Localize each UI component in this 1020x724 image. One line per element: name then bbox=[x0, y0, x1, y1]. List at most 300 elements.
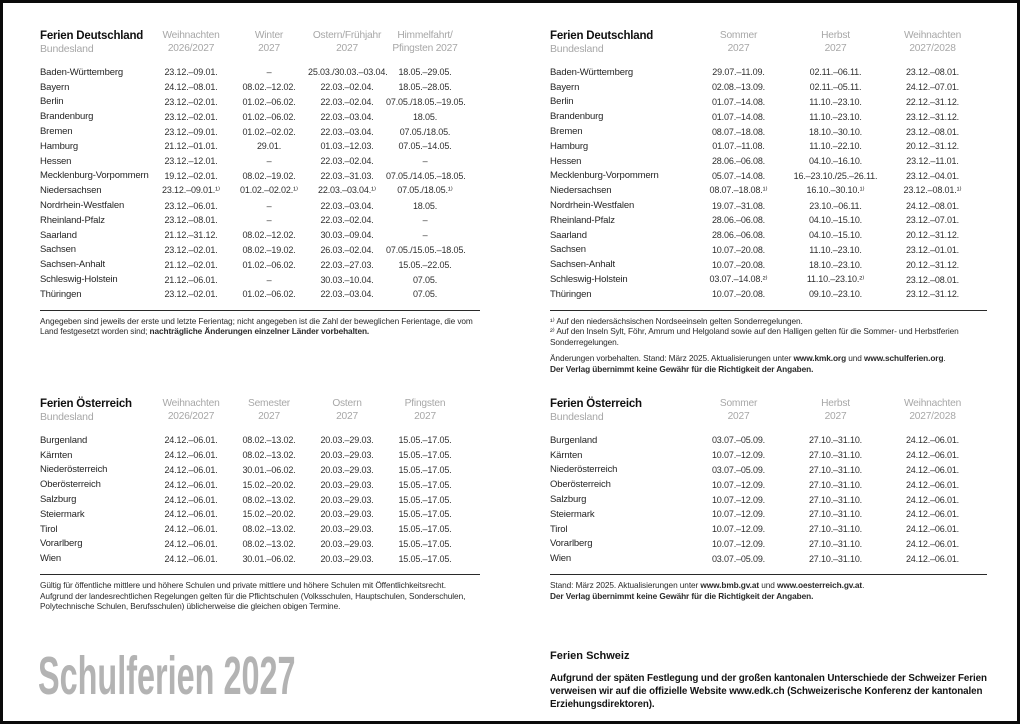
table-title: Ferien Österreich bbox=[40, 398, 132, 410]
state-name: Thüringen bbox=[550, 288, 592, 300]
state-name: Oberösterreich bbox=[550, 479, 611, 491]
state-name: Niedersachsen bbox=[40, 185, 102, 197]
state-name: Thüringen bbox=[40, 288, 82, 300]
table-row bbox=[550, 65, 987, 80]
footnote-austria-line1: Gültig für öffentliche mittlere und höhere Schulen und private mittlere und höhere Schulen mit Öffentlichkeitsrecht. bbox=[40, 580, 446, 591]
date-cell: 07.05./18.05.¹⁾ bbox=[397, 185, 453, 196]
date-cell: 16.10.–30.10.¹⁾ bbox=[806, 185, 865, 196]
table-row bbox=[40, 287, 480, 302]
footnote-austria-line2: Aufgrund der landesrechtlichen Regelungen gelten für die Pflichtschulen (Volksschulen, Hauptschulen, Sonderschulen, Polytechnische Schulen, Berufsschulen) üblicherweise die gleichen obigen Termine. bbox=[40, 590, 466, 612]
date-cell: 10.07.–12.09. bbox=[711, 494, 766, 505]
table-austria-summer-autumn bbox=[550, 398, 987, 601]
state-name: Kärnten bbox=[550, 449, 583, 461]
state-name: Berlin bbox=[40, 96, 64, 108]
date-cell: 22.03.–03.04. bbox=[320, 200, 374, 211]
table-row bbox=[550, 551, 987, 566]
date-cell: 15.05.–17.05. bbox=[398, 479, 452, 490]
state-name: Sachsen bbox=[40, 244, 76, 256]
date-cell: 24.12.–06.01. bbox=[164, 524, 218, 535]
table-row bbox=[550, 433, 987, 448]
date-cell: 24.12.–06.01. bbox=[164, 494, 218, 505]
date-cell: – bbox=[266, 215, 272, 226]
date-cell: 01.02.–06.02. bbox=[242, 96, 296, 107]
table-row bbox=[550, 448, 987, 463]
date-cell: 22.03.–03.04.¹⁾ bbox=[317, 185, 376, 196]
date-cell: – bbox=[266, 200, 272, 211]
state-name: Saarland bbox=[40, 229, 77, 241]
column-header: Winter 2027 bbox=[254, 30, 284, 54]
table-title: Ferien Deutschland bbox=[40, 30, 144, 42]
date-cell: 10.07.–12.09. bbox=[711, 479, 766, 490]
date-cell: 18.05.–29.05. bbox=[398, 67, 452, 78]
date-cell: 11.10.–23.10. bbox=[809, 244, 862, 255]
date-cell: 23.12.–09.01.¹⁾ bbox=[161, 185, 220, 196]
table-row bbox=[40, 463, 480, 478]
state-name: Niederösterreich bbox=[550, 464, 618, 476]
date-cell: 15.05.–17.05. bbox=[398, 509, 452, 520]
date-cell: 01.02.–02.02.¹⁾ bbox=[239, 185, 298, 196]
state-name: Brandenburg bbox=[550, 111, 604, 123]
date-cell: 23.12.–06.01. bbox=[164, 200, 218, 211]
table-row bbox=[550, 213, 987, 228]
table-row bbox=[40, 154, 480, 169]
date-cell: 22.03.–02.04. bbox=[320, 156, 374, 167]
date-cell: 20.12.–31.12. bbox=[905, 230, 960, 241]
date-cell: 04.10.–15.10. bbox=[808, 230, 863, 241]
table-row bbox=[550, 124, 987, 139]
state-name: Tirol bbox=[40, 523, 58, 535]
divider-rule bbox=[40, 310, 480, 311]
state-name: Niedersachsen bbox=[550, 185, 612, 197]
date-cell: 11.10.–23.10.²⁾ bbox=[806, 274, 865, 285]
date-cell: 03.07.–05.09. bbox=[711, 435, 766, 446]
date-cell: 28.06.–06.08. bbox=[711, 156, 766, 167]
column-header: Pfingsten 2027 bbox=[404, 398, 446, 422]
state-name: Rheinland-Pfalz bbox=[40, 214, 105, 226]
state-name: Hessen bbox=[550, 155, 582, 167]
table-row bbox=[40, 448, 480, 463]
date-cell: 21.12.–02.01. bbox=[164, 259, 218, 270]
table-row bbox=[550, 169, 987, 184]
date-cell: 20.03.–29.03. bbox=[320, 464, 374, 475]
table-title-cell bbox=[40, 398, 152, 423]
date-cell: 23.12.–31.12. bbox=[905, 111, 960, 122]
date-cell: 01.02.–06.02. bbox=[242, 259, 296, 270]
date-cell: 01.03.–12.03. bbox=[320, 141, 374, 152]
state-name: Kärnten bbox=[40, 449, 73, 461]
table-row bbox=[40, 477, 480, 492]
date-cell: 23.12.–09.01. bbox=[164, 126, 218, 137]
table-title-cell bbox=[40, 30, 152, 55]
date-cell: 24.12.–07.01. bbox=[905, 82, 960, 93]
date-cell: 23.12.–01.01. bbox=[905, 244, 960, 255]
date-cell: 18.05. bbox=[412, 111, 438, 122]
table-title-cell bbox=[550, 30, 690, 55]
state-name: Salzburg bbox=[40, 494, 77, 506]
table-row bbox=[550, 183, 987, 198]
date-cell: 22.12.–31.12. bbox=[905, 96, 960, 107]
switzerland-section bbox=[550, 650, 997, 711]
state-name: Rheinland-Pfalz bbox=[550, 214, 615, 226]
date-cell: 08.02.–13.02. bbox=[242, 538, 296, 549]
table-body bbox=[550, 433, 987, 566]
date-cell: 03.07.–05.09. bbox=[711, 553, 766, 564]
date-cell: 02.11.–05.11. bbox=[809, 82, 862, 93]
table-body bbox=[40, 433, 480, 566]
state-name: Hamburg bbox=[550, 140, 589, 152]
date-cell: 10.07.–12.09. bbox=[711, 509, 766, 520]
date-cell: 10.07.–20.08. bbox=[711, 289, 766, 300]
column-header: Weihnachten 2027/2028 bbox=[903, 398, 962, 422]
state-name: Bayern bbox=[550, 81, 580, 93]
date-cell: 20.03.–29.03. bbox=[320, 435, 374, 446]
state-name: Hessen bbox=[40, 155, 72, 167]
date-cell: 02.11.–06.11. bbox=[809, 67, 862, 78]
date-cell: 05.07.–14.08. bbox=[711, 170, 766, 181]
date-cell: 04.10.–15.10. bbox=[808, 215, 863, 226]
state-name: Tirol bbox=[550, 523, 568, 535]
column-header: Weihnachten 2026/2027 bbox=[162, 30, 220, 54]
date-cell: 07.05.–14.05. bbox=[398, 141, 452, 152]
date-cell: 01.07.–14.08. bbox=[711, 111, 766, 122]
disclaimer-germany: Der Verlag übernimmt keine Gewähr für die Richtigkeit der Angaben. bbox=[550, 363, 814, 374]
table-row bbox=[40, 257, 480, 272]
date-cell: 24.12.–06.01. bbox=[164, 464, 218, 475]
state-name: Sachsen bbox=[550, 244, 586, 256]
date-cell: 07.05./14.05.–18.05. bbox=[386, 170, 466, 181]
state-name: Brandenburg bbox=[40, 111, 94, 123]
table-row bbox=[550, 522, 987, 537]
date-cell: 22.03.–31.03. bbox=[320, 170, 374, 181]
table-row bbox=[550, 243, 987, 258]
state-name: Schleswig-Holstein bbox=[550, 274, 628, 286]
state-name: Bremen bbox=[550, 126, 583, 138]
date-cell: 24.12.–06.01. bbox=[164, 538, 218, 549]
date-cell: 24.12.–06.01. bbox=[905, 524, 960, 535]
table-subtitle: Bundesland bbox=[40, 410, 94, 423]
state-name: Sachsen-Anhalt bbox=[40, 259, 105, 271]
table-row bbox=[40, 169, 480, 184]
date-cell: 21.12.–31.12. bbox=[164, 230, 218, 241]
date-cell: 20.12.–31.12. bbox=[905, 259, 960, 270]
state-name: Hamburg bbox=[40, 140, 79, 152]
table-row bbox=[550, 257, 987, 272]
table-row bbox=[40, 551, 480, 566]
table-row bbox=[40, 198, 480, 213]
date-cell: 24.12.–06.01. bbox=[905, 450, 960, 461]
state-name: Wien bbox=[40, 553, 62, 565]
date-cell: 23.12.–02.01. bbox=[164, 289, 218, 300]
page-title: Schulferien 2027 bbox=[38, 646, 296, 706]
date-cell: 22.03.–02.04. bbox=[320, 96, 374, 107]
table-subtitle: Bundesland bbox=[40, 42, 94, 55]
date-cell: 21.12.–06.01. bbox=[164, 274, 218, 285]
date-cell: 07.05./18.05.–19.05. bbox=[386, 96, 466, 107]
date-cell: 07.05./18.05. bbox=[399, 126, 451, 137]
date-cell: 24.12.–06.01. bbox=[905, 509, 960, 520]
date-cell: 08.02.–19.02. bbox=[242, 244, 296, 255]
date-cell: 10.07.–20.08. bbox=[711, 244, 766, 255]
date-cell: 24.12.–06.01. bbox=[905, 538, 960, 549]
date-cell: 18.10.–23.10. bbox=[808, 259, 863, 270]
switzerland-title: Ferien Schweiz bbox=[550, 650, 630, 662]
date-cell: 15.05.–17.05. bbox=[398, 494, 452, 505]
date-cell: 20.03.–29.03. bbox=[320, 524, 374, 535]
date-cell: 19.07.–31.08. bbox=[711, 200, 766, 211]
table-row bbox=[550, 272, 987, 287]
date-cell: – bbox=[422, 230, 428, 241]
date-cell: 23.12.–08.01. bbox=[164, 215, 218, 226]
date-cell: 22.03.–03.04. bbox=[320, 126, 374, 137]
date-cell: 26.03.–02.04. bbox=[320, 244, 374, 255]
table-body bbox=[550, 65, 987, 302]
table-title-cell bbox=[550, 398, 690, 423]
table-row bbox=[550, 287, 987, 302]
date-cell: 01.07.–11.08. bbox=[712, 141, 765, 152]
date-cell: – bbox=[422, 215, 428, 226]
date-cell: 28.06.–06.08. bbox=[711, 215, 766, 226]
date-cell: 30.01.–06.02. bbox=[242, 553, 296, 564]
date-cell: 22.03.–03.04. bbox=[320, 289, 374, 300]
table-header-row bbox=[550, 30, 987, 55]
table-germany-summer-autumn bbox=[550, 30, 987, 374]
date-cell: 04.10.–16.10. bbox=[808, 156, 863, 167]
table-subtitle: Bundesland bbox=[550, 42, 604, 55]
table-row bbox=[550, 492, 987, 507]
date-cell: 15.05.–17.05. bbox=[398, 553, 452, 564]
table-row bbox=[550, 80, 987, 95]
table-row bbox=[40, 213, 480, 228]
state-name: Bremen bbox=[40, 126, 73, 138]
date-cell: 07.05. bbox=[412, 289, 438, 300]
date-cell: 30.03.–10.04. bbox=[320, 274, 374, 285]
date-cell: 18.10.–30.10. bbox=[808, 126, 863, 137]
table-row bbox=[40, 124, 480, 139]
state-name: Schleswig-Holstein bbox=[40, 274, 118, 286]
date-cell: 23.12.–02.01. bbox=[164, 111, 218, 122]
date-cell: 10.07.–12.09. bbox=[711, 524, 766, 535]
date-cell: 24.12.–06.01. bbox=[164, 553, 218, 564]
date-cell: 20.03.–29.03. bbox=[320, 479, 374, 490]
date-cell: 23.12.–08.01. bbox=[905, 67, 960, 78]
date-cell: 08.02.–12.02. bbox=[242, 230, 296, 241]
table-row bbox=[40, 228, 480, 243]
date-cell: 23.12.–04.01. bbox=[905, 170, 960, 181]
date-cell: 03.07.–05.09. bbox=[711, 464, 766, 475]
date-cell: 20.12.–31.12. bbox=[905, 141, 960, 152]
date-cell: 20.03.–29.03. bbox=[320, 553, 374, 564]
table-row bbox=[40, 183, 480, 198]
date-cell: 23.10.–06.11. bbox=[809, 200, 862, 211]
date-cell: 01.02.–02.02. bbox=[242, 126, 296, 137]
column-header: Herbst 2027 bbox=[821, 398, 850, 422]
date-cell: 15.05.–17.05. bbox=[398, 524, 452, 535]
date-cell: 23.12.–08.01. bbox=[905, 126, 960, 137]
date-cell: 27.10.–31.10. bbox=[808, 450, 863, 461]
state-name: Niederösterreich bbox=[40, 464, 108, 476]
date-cell: 27.10.–31.10. bbox=[808, 464, 863, 475]
date-cell: 23.12.–07.01. bbox=[905, 215, 960, 226]
switzerland-text: Aufgrund der späten Festlegung und der großen kantonalen Unterschiede der Schweizer Ferien verweisen wir auf die offizielle Website www.edk.ch (Schweizerische Konferenz der kantonalen Erziehungsdirektoren). bbox=[550, 673, 987, 710]
date-cell: 08.02.–19.02. bbox=[242, 170, 296, 181]
state-name: Wien bbox=[550, 553, 572, 565]
date-cell: 15.05.–17.05. bbox=[398, 538, 452, 549]
state-name: Vorarlberg bbox=[550, 538, 593, 550]
date-cell: – bbox=[266, 274, 272, 285]
divider-rule bbox=[550, 574, 987, 575]
date-cell: 25.03./30.03.–03.04. bbox=[308, 67, 388, 78]
footnote-germany-winter: Angegeben sind jeweils der erste und letzte Ferientag; nicht angegeben ist die Zahl der beweglichen Ferientage, die vom Land festgesetzt worden sind; nachträgliche Änderungen einzelner Länder vorbehalten. bbox=[40, 315, 473, 337]
table-row bbox=[40, 507, 480, 522]
state-name: Burgenland bbox=[40, 434, 88, 446]
date-cell: – bbox=[422, 156, 428, 167]
date-cell: 18.05. bbox=[412, 200, 438, 211]
date-cell: 29.07.–11.09. bbox=[712, 67, 765, 78]
footnote-marker-2: ²⁾ Auf den Inseln Sylt, Föhr, Amrum und Helgoland sowie auf den Halligen gelten für die Sommer- und Herbstferien Sonderregelungen. bbox=[550, 326, 959, 347]
table-row bbox=[40, 95, 480, 110]
date-cell: 22.03.–03.04. bbox=[320, 111, 374, 122]
date-cell: 20.03.–29.03. bbox=[320, 538, 374, 549]
date-cell: – bbox=[266, 156, 272, 167]
date-cell: 15.05.–17.05. bbox=[398, 450, 452, 461]
date-cell: 08.07.–18.08.¹⁾ bbox=[709, 185, 768, 196]
date-cell: 20.03.–29.03. bbox=[320, 494, 374, 505]
table-row bbox=[550, 154, 987, 169]
date-cell: 24.12.–06.01. bbox=[164, 509, 218, 520]
date-cell: 08.02.–13.02. bbox=[242, 435, 296, 446]
date-cell: 08.02.–13.02. bbox=[242, 524, 296, 535]
date-cell: 23.12.–08.01.¹⁾ bbox=[903, 185, 962, 196]
table-row bbox=[550, 477, 987, 492]
date-cell: 10.07.–12.09. bbox=[711, 538, 766, 549]
date-cell: 22.03.–02.04. bbox=[320, 215, 374, 226]
date-cell: 15.02.–20.02. bbox=[242, 479, 296, 490]
state-name: Vorarlberg bbox=[40, 538, 83, 550]
date-cell: 10.07.–20.08. bbox=[711, 259, 766, 270]
column-header: Weihnachten 2026/2027 bbox=[162, 398, 220, 422]
state-name: Burgenland bbox=[550, 434, 598, 446]
table-row bbox=[550, 139, 987, 154]
table-row bbox=[550, 507, 987, 522]
table-row bbox=[550, 537, 987, 552]
table-row bbox=[40, 109, 480, 124]
state-name: Saarland bbox=[550, 229, 587, 241]
date-cell: 24.12.–06.01. bbox=[164, 479, 218, 490]
state-name: Baden-Württemberg bbox=[40, 66, 123, 78]
date-cell: 15.05.–22.05. bbox=[398, 259, 452, 270]
date-cell: 18.05.–28.05. bbox=[398, 82, 452, 93]
state-name: Mecklenburg-Vorpommern bbox=[40, 170, 149, 182]
date-cell: 27.10.–31.10. bbox=[808, 524, 863, 535]
date-cell: 11.10.–22.10. bbox=[809, 141, 862, 152]
update-note-austria: Stand: März 2025. Aktualisierungen unter www.bmb.gv.at und www.oesterreich.gv.at. bbox=[550, 580, 865, 591]
date-cell: 15.05.–17.05. bbox=[398, 464, 452, 475]
date-cell: – bbox=[266, 67, 272, 78]
date-cell: 22.03.–27.03. bbox=[320, 259, 374, 270]
date-cell: 10.07.–12.09. bbox=[711, 450, 766, 461]
table-row bbox=[550, 463, 987, 478]
date-cell: 02.08.–13.09. bbox=[711, 82, 766, 93]
date-cell: 21.12.–01.01. bbox=[164, 141, 218, 152]
divider-rule bbox=[40, 574, 480, 575]
date-cell: 11.10.–23.10. bbox=[809, 111, 862, 122]
date-cell: 27.10.–31.10. bbox=[808, 509, 863, 520]
date-cell: 07.05. bbox=[412, 274, 438, 285]
state-name: Mecklenburg-Vorpommern bbox=[550, 170, 659, 182]
date-cell: 16.–23.10./25.–26.11. bbox=[793, 170, 878, 181]
table-row bbox=[40, 139, 480, 154]
table-header-row bbox=[40, 398, 480, 423]
table-header-row bbox=[40, 30, 480, 55]
table-austria-winter-spring bbox=[40, 398, 480, 612]
date-cell: 24.12.–06.01. bbox=[905, 553, 960, 564]
date-cell: 08.02.–12.02. bbox=[242, 82, 296, 93]
state-name: Oberösterreich bbox=[40, 479, 101, 491]
date-cell: 24.12.–06.01. bbox=[905, 494, 960, 505]
date-cell: 29.01. bbox=[256, 141, 282, 152]
date-cell: 23.12.–12.01. bbox=[164, 156, 218, 167]
date-cell: 01.02.–06.02. bbox=[242, 111, 296, 122]
date-cell: 27.10.–31.10. bbox=[808, 494, 863, 505]
state-name: Berlin bbox=[550, 96, 574, 108]
date-cell: 01.07.–14.08. bbox=[711, 96, 766, 107]
column-header: Ostern 2027 bbox=[332, 398, 362, 422]
state-name: Nordrhein-Westfalen bbox=[40, 200, 125, 212]
date-cell: 09.10.–23.10. bbox=[808, 289, 863, 300]
date-cell: 24.12.–06.01. bbox=[905, 435, 960, 446]
table-row bbox=[40, 492, 480, 507]
table-header-row bbox=[550, 398, 987, 423]
table-row bbox=[40, 522, 480, 537]
table-row bbox=[550, 95, 987, 110]
table-germany-winter-spring bbox=[40, 30, 480, 337]
date-cell: 23.12.–31.12. bbox=[905, 289, 960, 300]
date-cell: 27.10.–31.10. bbox=[808, 435, 863, 446]
date-cell: 08.02.–13.02. bbox=[242, 494, 296, 505]
date-cell: 23.12.–02.01. bbox=[164, 96, 218, 107]
column-header: Sommer 2027 bbox=[719, 398, 758, 422]
date-cell: 24.12.–08.01. bbox=[905, 200, 960, 211]
date-cell: 23.12.–08.01. bbox=[905, 274, 960, 285]
date-cell: 23.12.–11.01. bbox=[906, 156, 959, 167]
disclaimer-austria: Der Verlag übernimmt keine Gewähr für die Richtigkeit der Angaben. bbox=[550, 590, 814, 601]
date-cell: 24.12.–06.01. bbox=[164, 450, 218, 461]
date-cell: 01.02.–06.02. bbox=[242, 289, 296, 300]
date-cell: 15.05.–17.05. bbox=[398, 435, 452, 446]
date-cell: 15.02.–20.02. bbox=[242, 509, 296, 520]
date-cell: 23.12.–09.01. bbox=[164, 67, 218, 78]
state-name: Steiermark bbox=[40, 508, 85, 520]
table-title: Ferien Deutschland bbox=[550, 30, 654, 42]
date-cell: 30.03.–09.04. bbox=[320, 230, 374, 241]
date-cell: 24.12.–06.01. bbox=[905, 479, 960, 490]
table-subtitle: Bundesland bbox=[550, 410, 604, 423]
divider-rule bbox=[550, 310, 987, 311]
state-name: Nordrhein-Westfalen bbox=[550, 200, 635, 212]
table-row bbox=[550, 198, 987, 213]
date-cell: 27.10.–31.10. bbox=[808, 538, 863, 549]
date-cell: 08.07.–18.08. bbox=[711, 126, 766, 137]
state-name: Bayern bbox=[40, 81, 70, 93]
date-cell: 19.12.–02.01. bbox=[164, 170, 218, 181]
state-name: Steiermark bbox=[550, 508, 595, 520]
date-cell: 28.06.–06.08. bbox=[711, 230, 766, 241]
column-header: Weihnachten 2027/2028 bbox=[903, 30, 962, 54]
date-cell: 08.02.–13.02. bbox=[242, 450, 296, 461]
column-header: Ostern/Frühjahr 2027 bbox=[312, 30, 382, 54]
date-cell: 20.03.–29.03. bbox=[320, 450, 374, 461]
update-note-germany: Änderungen vorbehalten. Stand: März 2025. Aktualisierungen unter www.kmk.org und www.schulferien.org. bbox=[550, 352, 946, 363]
